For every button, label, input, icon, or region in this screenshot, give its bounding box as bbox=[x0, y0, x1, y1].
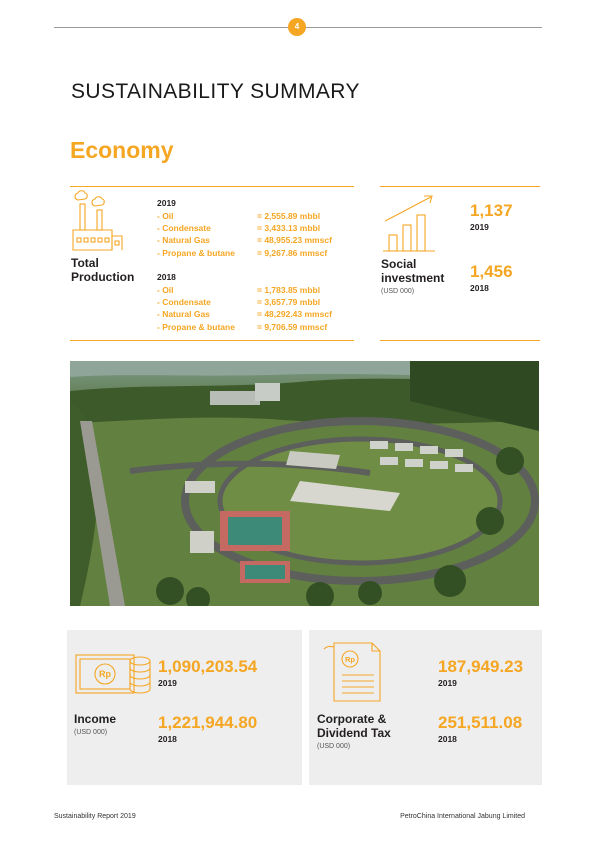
factory-icon bbox=[70, 190, 124, 252]
total-production-label: Total Production bbox=[71, 256, 135, 284]
list-item: - Propane & butane = 9,267.86 mmscf bbox=[157, 247, 328, 258]
tax-year-2019: 2019 bbox=[438, 678, 457, 688]
social-value-2019: 1,137 bbox=[470, 201, 513, 220]
production-bottom-rule bbox=[70, 340, 354, 341]
section-title: Economy bbox=[70, 137, 174, 163]
income-year-2019: 2019 bbox=[158, 678, 177, 688]
footer-report-name: Sustainability Report 2019 bbox=[54, 813, 136, 820]
production-list-2019 bbox=[157, 210, 332, 259]
tax-document-icon bbox=[320, 639, 384, 705]
production-year-2019: 2019 bbox=[157, 198, 176, 208]
list-item: - Propane & butane = 9,706.59 mmscf bbox=[157, 321, 328, 332]
production-list-2018 bbox=[157, 284, 332, 333]
list-item: - Oil = 1,783.85 mbbl bbox=[157, 285, 321, 295]
tax-label: Corporate & Dividend Tax (USD 000) bbox=[317, 712, 391, 750]
social-bottom-rule bbox=[380, 340, 540, 341]
list-item: - Natural Gas = 48,292.43 mmscf bbox=[157, 309, 332, 320]
social-year-2018: 2018 bbox=[470, 283, 489, 293]
social-top-rule bbox=[380, 186, 540, 187]
aerial-facility-photo bbox=[70, 361, 539, 606]
income-value-2018: 1,221,944.80 bbox=[158, 713, 258, 732]
svg-text:Rp: Rp bbox=[345, 655, 355, 664]
list-item: - Oil = 2,555.89 mbbl bbox=[157, 211, 321, 221]
growth-chart-icon bbox=[381, 193, 437, 253]
footer-company-name: PetroChina International Jabung Limited bbox=[400, 813, 525, 820]
social-year-2019: 2019 bbox=[470, 222, 489, 232]
page-number-badge: 4 bbox=[288, 18, 306, 36]
income-year-2018: 2018 bbox=[158, 734, 177, 744]
production-top-rule bbox=[70, 186, 354, 187]
list-item: - Condensate = 3,657.79 mbbl bbox=[157, 297, 321, 308]
tax-year-2018: 2018 bbox=[438, 734, 457, 744]
money-coins-icon bbox=[74, 649, 154, 699]
income-label: Income (USD 000) bbox=[74, 712, 117, 736]
tax-value-2019: 187,949.23 bbox=[438, 657, 524, 676]
social-value-2018: 1,456 bbox=[470, 262, 513, 281]
list-item: - Condensate = 3,433.13 mbbl bbox=[157, 223, 321, 234]
social-investment-label: Social investment (USD 000) bbox=[381, 257, 445, 295]
list-item: - Natural Gas = 48,955.23 mmscf bbox=[157, 235, 332, 246]
tax-value-2018: 251,511.08 bbox=[438, 713, 523, 732]
production-year-2018: 2018 bbox=[157, 272, 176, 282]
svg-text:Rp: Rp bbox=[99, 669, 111, 679]
page-title: SUSTAINABILITY SUMMARY bbox=[71, 80, 360, 103]
income-value-2019: 1,090,203.54 bbox=[158, 657, 258, 676]
